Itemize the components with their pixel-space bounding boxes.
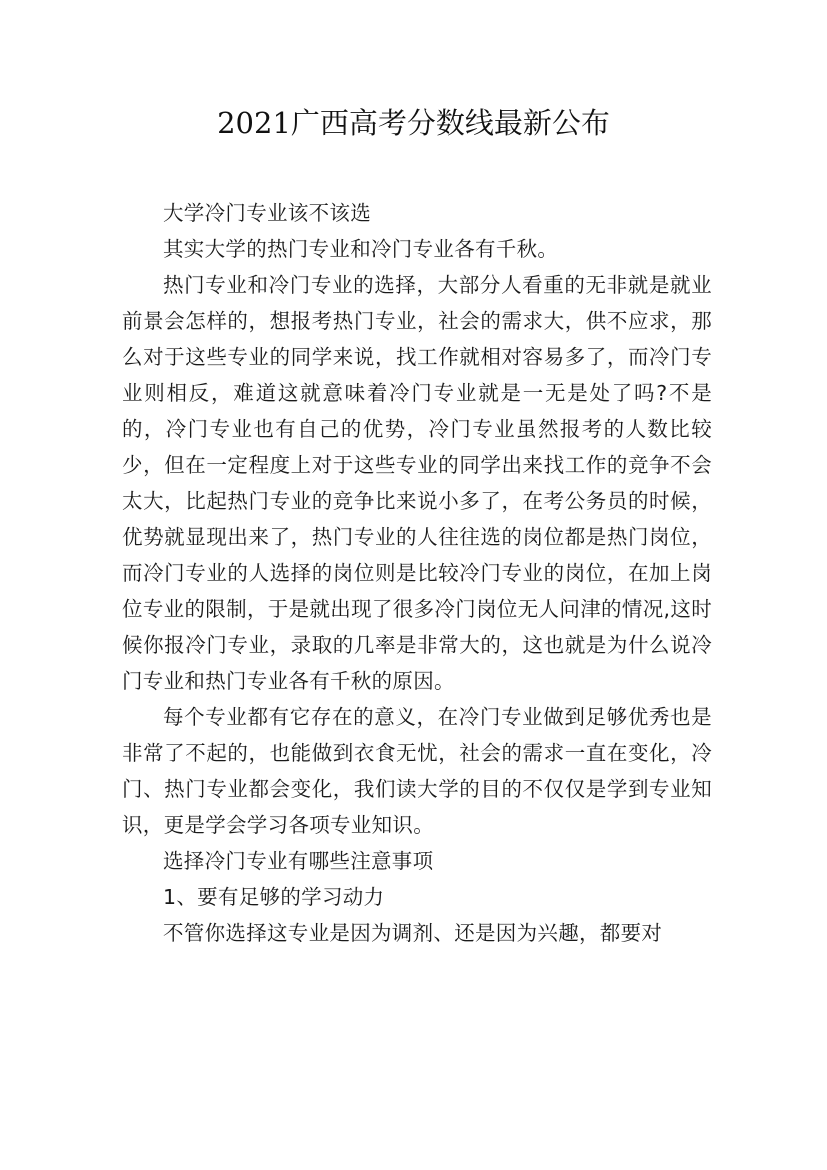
paragraph: 每个专业都有它存在的意义，在冷门专业做到足够优秀也是非常了不起的，也能做到衣食无忧，社会的需求一直在变化，冷门、热门专业都会变化，我们读大学的目的不仅仅是学到专业知识，更是学会学习各项专业知识。 xyxy=(122,705,712,837)
paragraph-heading-cold-majors: 大学冷门专业该不该选 xyxy=(163,201,371,225)
paragraph: 不管你选择这专业是因为调剂、还是因为兴趣，都要对 xyxy=(163,921,663,945)
paragraph: 其实大学的热门专业和冷门专业各有千秋。 xyxy=(163,237,559,261)
paragraph-heading-notes: 选择冷门专业有哪些注意事项 xyxy=(163,849,434,873)
paragraph: 热门专业和冷门专业的选择，大部分人看重的无非就是就业前景会怎样的，想报考热门专业，社会的需求大，供不应求，那么对于这些专业的同学来说，找工作就相对容易多了，而冷门专业则相反，难道这就意味着冷门专业就是一无是处了吗?不是的，冷门专业也有自己的优势，冷门专业虽然报考的人数比较少，但在一定程度上对于这些专业的同学出来找工作的竞争不会太大，比起热门专业的竞争比来说小多了，在考公务员的时候，优势就显现出来了，热门专业的人往往选的岗位都是热门岗位，而冷门专业的人选择的岗位则是比较冷门专业的岗位，在加上岗位专业的限制，于是就出现了很多冷门岗位无人问津的情况,这时候你报冷门专业，录取的几率是非常大的，这也就是为什么说冷门专业和热门专业各有千秋的原因。 xyxy=(122,273,712,693)
document-body xyxy=(122,195,712,951)
document-title: 2021广西高考分数线最新公布 xyxy=(217,106,610,140)
paragraph-list-item: 1、要有足够的学习动力 xyxy=(163,885,385,909)
